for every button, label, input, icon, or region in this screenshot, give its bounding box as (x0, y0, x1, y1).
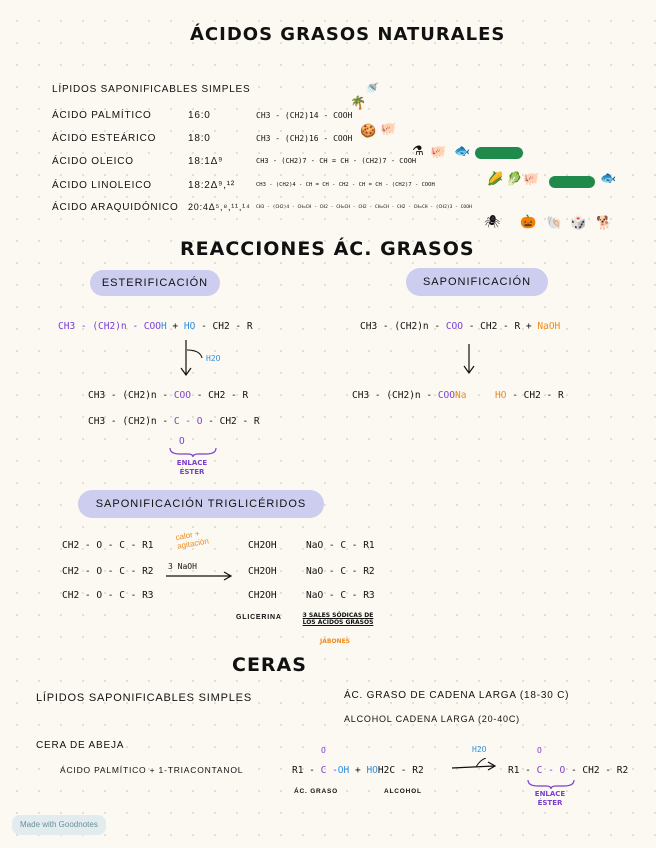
soap-row: NaO - C - R3 (306, 590, 375, 601)
acid-formula: CH3 - (CH2)7 - CH = CH - (CH2)7 - COOH (256, 157, 417, 165)
glycerin-label: GLICERINA (236, 614, 282, 621)
acid-part: CH3 - (CH2)n - (360, 321, 441, 332)
worm-icon (475, 147, 523, 159)
reaction-arrow (164, 570, 234, 582)
acid-name: ÁCIDO ARAQUIDÓNICO (52, 202, 179, 213)
plus: + (354, 765, 361, 776)
coo-group: COO (445, 321, 463, 332)
worm-icon (549, 176, 595, 188)
fish-icon: 🐟 (454, 144, 471, 159)
acid-part: CH3 - (CH2)n - (88, 416, 169, 427)
lhs-row: CH2 - O - C - R2 (62, 566, 154, 577)
r1: R1 - (508, 765, 531, 776)
palm-tree-icon: 🌴 (350, 96, 367, 111)
corn-icon: 🌽 (487, 172, 504, 187)
acid-formula: CH3 - (CH2)14 - COOH (256, 111, 353, 120)
wax-reactants (292, 765, 424, 776)
carbonyl-oxygen: O (179, 436, 185, 447)
goodnotes-watermark[interactable]: Made with Goodnotes (12, 815, 106, 835)
acid-name: ÁCIDO OLEICO (52, 156, 134, 167)
hydroxyl: OH (337, 765, 350, 776)
flask-icon: ⚗ (412, 144, 424, 159)
ester-reactants (58, 321, 253, 332)
acid-name: ÁCIDO ESTEÁRICO (52, 133, 157, 144)
pig-icon: 🐖 (380, 122, 397, 137)
dice-icon: 🎲 (570, 216, 587, 231)
brace (168, 446, 218, 458)
water-label: H2O (472, 745, 487, 754)
ester-product-2 (88, 416, 260, 427)
carbon: C - (320, 765, 338, 776)
acid-part: CH3 - (CH2)n - COO (58, 321, 161, 332)
r1: R1 - (292, 765, 315, 776)
soap-row: NaO - C - R1 (306, 540, 375, 551)
blue-fish-icon: 🐟 (600, 171, 617, 186)
acid-part: CH3 - (CH2)n - (88, 390, 169, 401)
acid-label: ÁC. GRASO (294, 788, 339, 795)
acid-formula: CH3 - (CH2)4 - CH=CH - CH2 - CH=CH - CH2 - CH=CH - CH2 - CH=CH - (CH2)3 - COOH (256, 205, 472, 210)
acid-name: ÁCIDO LINOLEICO (52, 180, 152, 191)
water-label: H2O (206, 354, 221, 363)
acid-notation: 20:4Δ⁵,⁸,¹¹,¹⁴ (188, 202, 251, 212)
hydrogen: H (160, 321, 167, 332)
acid-part: CH3 - (CH2)n - (352, 390, 433, 401)
shell-icon: 🐚 (546, 216, 563, 231)
reaction-arrow (178, 338, 208, 378)
condition-label: calor + agitación (174, 528, 210, 551)
alcohol-part: - CH2 - R + (468, 321, 532, 332)
hydroxyl: HO (183, 321, 196, 332)
coo-group: COO (437, 390, 455, 401)
carbonyl-oxygen: O (537, 746, 542, 755)
alcohol-part: - CH2 - R (208, 416, 260, 427)
example-formula: ÁCIDO PALMÍTICO + 1-TRIACONTANOL (60, 765, 244, 775)
reaction-arrow (462, 342, 476, 376)
example-title: CERA DE ABEJA (36, 740, 125, 751)
acid-notation: 16:0 (188, 110, 211, 121)
dog-icon: 🐕 (596, 216, 613, 231)
acid-formula: CH3 - (CH2)16 - COOH (256, 134, 353, 143)
cookie-icon: 🍪 (360, 124, 377, 139)
plus: + (172, 321, 179, 332)
lhs-row: CH2 - O - C - R1 (62, 540, 154, 551)
page-title: ÁCIDOS GRASOS NATURALES (190, 24, 506, 45)
ester-group: C - O (173, 416, 203, 427)
acid-notation: 18:1Δ⁹ (188, 156, 224, 167)
cabbage-icon: 🥬 (506, 172, 523, 187)
wax-product (508, 765, 628, 776)
acid-notation: 18:2Δ⁹,¹² (188, 180, 236, 191)
alcohol-part: H2C - R2 (377, 765, 424, 776)
soap-sublabel: JABONES (320, 638, 350, 645)
alcohol-part: - CH2 - R (196, 390, 249, 401)
coo-group: COO (173, 390, 191, 401)
ester-group: C - O (536, 765, 566, 776)
shower-icon: 🚿 (365, 82, 379, 95)
pumpkin-icon: 🎃 (520, 215, 537, 230)
sapon-products (352, 390, 564, 401)
sodium: Na (454, 390, 467, 401)
naoh: NaOH (537, 321, 561, 332)
soap-row: NaO - C - R2 (306, 566, 375, 577)
lhs-row: CH2 - O - C - R3 (62, 590, 154, 601)
hydroxyl: HO (366, 765, 378, 776)
carbonyl-oxygen: O (321, 746, 326, 755)
triglyceride-pill: SAPONIFICACIÓN TRIGLICÉRIDOS (78, 490, 324, 518)
enlace-ester-label: ENLACE ÉSTER (534, 790, 566, 807)
pig-icon: 🐖 (430, 145, 447, 160)
glycerin-row: CH2OH (248, 540, 277, 551)
spider-icon: 🕷 (484, 215, 501, 230)
sapon-reactants (360, 321, 560, 332)
alcohol-part: - CH2 - R (201, 321, 253, 332)
definition-line: ALCOHOL CADENA LARGA (20-40C) (344, 714, 520, 724)
hydroxyl: HO (495, 390, 507, 401)
brace (526, 778, 576, 790)
saponification-pill: SAPONIFICACIÓN (406, 268, 548, 296)
alcohol-label: ALCOHOL (384, 788, 422, 795)
section-subtitle: LÍPIDOS SAPONIFICABLES SIMPLES (52, 84, 251, 95)
soap-label: 3 SALES SÓDICAS DE LOS ÁCIDOS GRASOS (302, 612, 374, 626)
alcohol-part: - CH2 - R2 (570, 765, 629, 776)
acid-formula: CH3 - (CH2)4 - CH = CH - CH2 - CH = CH - (CH2)7 - COOH (256, 182, 435, 188)
section-title: REACCIONES ÁC. GRASOS (180, 238, 475, 260)
glycerin-row: CH2OH (248, 566, 277, 577)
alcohol-part: - CH2 - R (512, 390, 564, 401)
acid-notation: 18:0 (188, 133, 211, 144)
enlace-ester-label: ENLACE ÉSTER (176, 459, 208, 476)
esterification-pill: ESTERIFICACIÓN (90, 270, 220, 296)
acid-name: ÁCIDO PALMÍTICO (52, 110, 152, 121)
section-title: CERAS (232, 654, 307, 676)
ester-product-1 (88, 390, 248, 401)
reaction-arrow (450, 758, 500, 772)
reagent-label: 3 NaOH (168, 562, 197, 571)
pig-icon: 🐖 (523, 172, 540, 187)
definition-line: ÁC. GRASO DE CADENA LARGA (18-30 C) (344, 690, 570, 701)
section-subtitle: LÍPIDOS SAPONIFICABLES SIMPLES (36, 692, 252, 704)
glycerin-row: CH2OH (248, 590, 277, 601)
